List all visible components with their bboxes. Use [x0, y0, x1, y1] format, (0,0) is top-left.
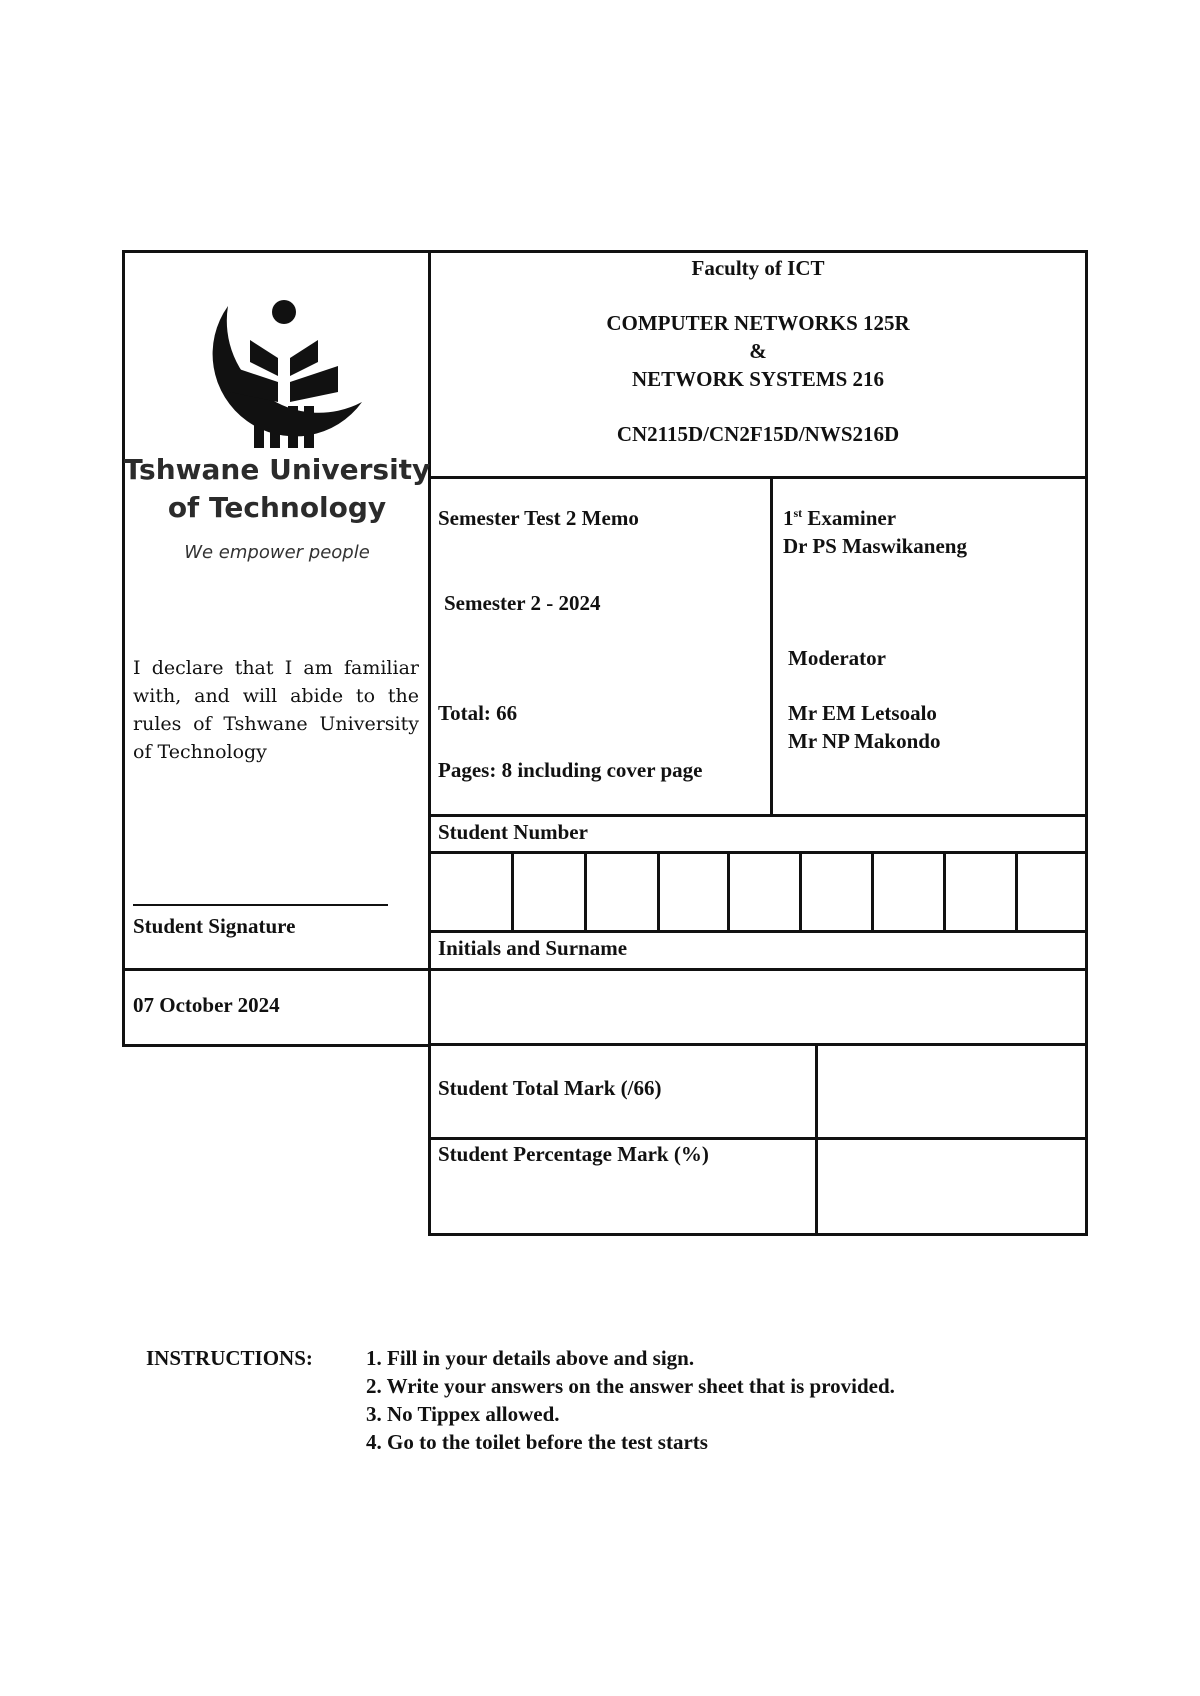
university-tagline: We empower people: [184, 542, 370, 563]
examiner-label: 1st Examiner: [783, 506, 897, 530]
test-date: 07 October 2024: [133, 993, 280, 1017]
table-border-top: [122, 250, 1088, 253]
faculty-name: Faculty of ICT: [691, 256, 825, 280]
semester-label: Semester 2 - 2024: [444, 591, 601, 615]
header-divider: [428, 476, 1088, 479]
moderator-name-1: Mr EM Letsoalo: [788, 701, 937, 725]
student-number-box-divider: [584, 851, 587, 933]
university-name-line1: Tshwane University: [123, 453, 431, 486]
total-marks: Total: 66: [438, 701, 518, 725]
student-number-box-divider: [727, 851, 730, 933]
initials-surname-label: Initials and Surname: [438, 936, 628, 960]
subject-title-2: NETWORK SYSTEMS 216: [631, 367, 885, 391]
student-number-box-bottom: [428, 930, 1088, 933]
student-number-box-divider: [799, 851, 802, 933]
subject-codes: CN2115D/CN2F15D/NWS216D: [616, 422, 900, 446]
total-mark-label: Student Total Mark (/66): [438, 1076, 662, 1100]
instruction-item: 4. Go to the toilet before the test starts: [366, 1430, 708, 1454]
student-number-box-top: [428, 851, 1088, 854]
table-border-bottom: [428, 1233, 1088, 1236]
student-number-box-divider: [511, 851, 514, 933]
student-number-box-divider: [657, 851, 660, 933]
column-divider: [428, 250, 431, 1236]
instruction-item: 3. No Tippex allowed.: [366, 1402, 560, 1426]
cover-page-table: [122, 250, 1088, 1236]
info-column-divider: [770, 476, 773, 816]
percentage-mark-label: Student Percentage Mark (%): [438, 1142, 709, 1166]
instructions-list: [366, 1344, 895, 1456]
examiner-name: Dr PS Maswikaneng: [783, 534, 967, 558]
student-number-label: Student Number: [438, 820, 588, 844]
page-count: Pages: 8 including cover page: [438, 758, 703, 782]
subject-title-1: COMPUTER NETWORKS 125R: [606, 311, 910, 335]
student-number-box-divider: [871, 851, 874, 933]
subject-ampersand: &: [749, 339, 767, 363]
instruction-item: 2. Write your answers on the answer sheet that is provided.: [366, 1374, 895, 1398]
moderator-name-2: Mr NP Makondo: [788, 729, 941, 753]
signature-line[interactable]: [133, 904, 388, 906]
initials-divider: [428, 968, 1088, 971]
instruction-item: 1. Fill in your details above and sign.: [366, 1346, 695, 1370]
test-title: Semester Test 2 Memo: [438, 506, 639, 530]
student-number-box-divider: [1015, 851, 1018, 933]
table-border-right: [1085, 250, 1088, 1236]
instructions-label: INSTRUCTIONS:: [146, 1346, 313, 1370]
student-number-box-divider: [943, 851, 946, 933]
marks-column-divider: [815, 1043, 818, 1236]
student-number-divider: [428, 814, 1088, 817]
moderator-label: Moderator: [788, 646, 886, 670]
university-name-line2: of Technology: [167, 491, 387, 524]
declaration-text: I declare that I am familiar with, and will abide to the rules of Tshwane University of Technology: [133, 657, 419, 763]
table-border-left-bottom: [122, 1044, 428, 1047]
signature-label: Student Signature: [133, 914, 296, 938]
marks-divider-top: [428, 1043, 1088, 1046]
table-border-left: [122, 250, 125, 1047]
date-divider: [122, 968, 428, 971]
